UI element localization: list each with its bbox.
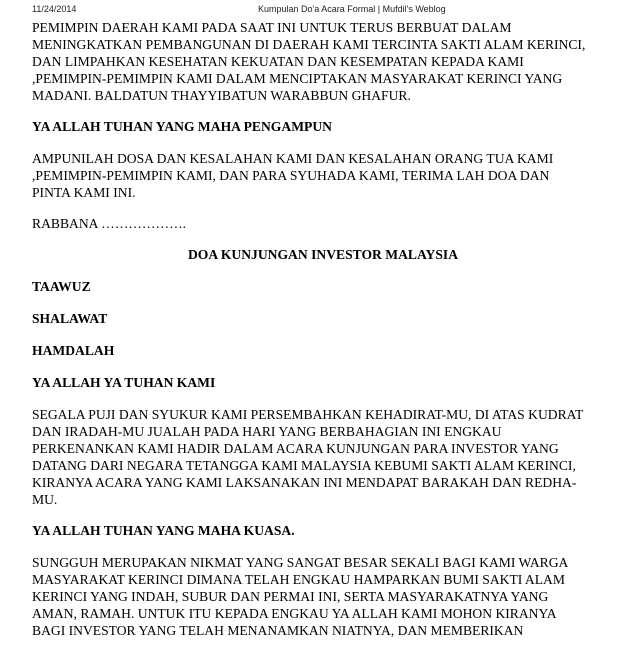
paragraph	[32, 19, 614, 104]
text-line: PEMIMPIN DAERAH KAMI PADA SAAT INI UNTUK TERUS BERBUAT DALAM	[32, 20, 512, 35]
section-heading: YA ALLAH TUHAN YANG MAHA PENGAMPUN	[32, 119, 332, 134]
text-line: AMAN, RAMAH. UNTUK ITU KEPADA ENGKAU YA ALLAH KAMI MOHON KIRANYA	[32, 606, 557, 621]
section-heading: HAMDALAH	[32, 343, 115, 358]
paragraph	[32, 554, 614, 639]
section-heading: YA ALLAH TUHAN YANG MAHA KUASA.	[32, 523, 295, 538]
paragraph	[32, 406, 614, 508]
section-heading: YA ALLAH YA TUHAN KAMI	[32, 375, 216, 390]
text-line: AMPUNILAH DOSA DAN KESALAHAN KAMI DAN KESALAHAN ORANG TUA KAMI	[32, 151, 554, 166]
paragraph	[32, 150, 614, 201]
paragraph: RABBANA ……………….	[32, 216, 187, 231]
text-line: SUNGGUH MERUPAKAN NIKMAT YANG SANGAT BESAR SEKALI BAGI KAMI WARGA	[32, 555, 569, 570]
text-line: ,PEMIMPIN-PEMIMPIN KAMI DALAM MENCIPTAKAN MASYARAKAT KERINCI YANG	[32, 71, 563, 86]
text-line: DAN LIMPAHKAN KESEHATAN KEKUATAN DAN KESEMPATAN KEPADA KAMI	[32, 54, 524, 69]
text-line: MADANI. BALDATUN THAYYIBATUN WARABBUN GHAFUR.	[32, 88, 411, 103]
text-line: SEGALA PUJI DAN SYUKUR KAMI PERSEMBAHKAN KEHADIRAT-MU, DI ATAS KUDRAT	[32, 407, 584, 422]
text-line: PERKENANKAN KAMI HADIR DALAM ACARA KUNJUNGAN PARA INVESTOR YANG	[32, 441, 559, 456]
text-line: ,PEMIMPIN-PEMIMPIN KAMI, DAN PARA SYUHADA KAMI, TERIMA LAH DOA DAN	[32, 168, 550, 183]
text-line: DATANG DARI NEGARA TETANGGA KAMI MALAYSIA KEBUMI SAKTI ALAM KERINCI,	[32, 458, 576, 473]
section-heading: SHALAWAT	[32, 311, 108, 326]
text-line: PINTA KAMI INI.	[32, 185, 136, 200]
document-body	[32, 19, 614, 653]
document-title: DOA KUNJUNGAN INVESTOR MALAYSIA	[187, 247, 459, 262]
section-heading: TAAWUZ	[32, 279, 91, 294]
text-line: MENINGKATKAN PEMBANGUNAN DI DAERAH KAMI TERCINTA SAKTI ALAM KERINCI,	[32, 37, 586, 52]
text-line: KERINCI YANG INDAH, SUBUR DAN PERMAI INI, SERTA MASYARAKATNYA YANG	[32, 589, 549, 604]
text-line: BAGI INVESTOR YANG TELAH MENANAMKAN NIATNYA, DAN MEMBERIKAN	[32, 623, 524, 638]
text-line: KIRANYA ACARA YANG KAMI LAKSANAKAN INI MENDAPAT BARAKAH DAN REDHA-	[32, 475, 577, 490]
text-line: DAN IRADAH-MU JUALAH PADA HARI YANG BERBAHAGIAN INI ENGKAU	[32, 424, 502, 439]
text-line: MASYARAKAT KERINCI DIMANA TELAH ENGKAU HAMPARKAN BUMI SAKTI ALAM	[32, 572, 565, 587]
header-date: 11/24/2014	[32, 4, 77, 14]
text-line: MU.	[32, 492, 58, 507]
header-title: Kumpulan Do'a Acara Formal | Mufdil's Weblog	[258, 4, 446, 14]
page-header	[32, 2, 612, 16]
